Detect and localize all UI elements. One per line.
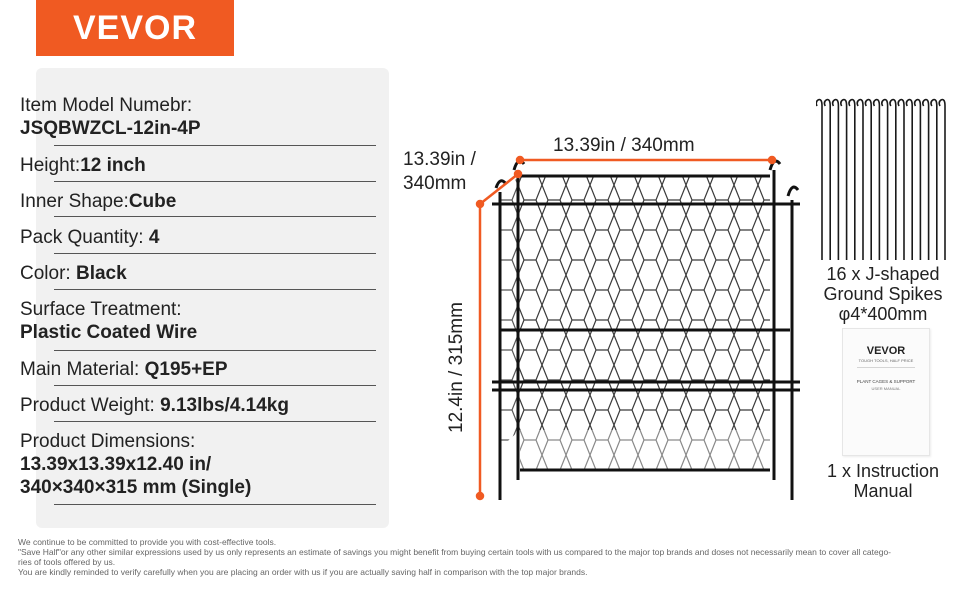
front-mesh [520, 176, 770, 430]
spec-pack [20, 226, 376, 249]
spec-material [20, 358, 376, 381]
spike [816, 100, 822, 260]
footnote-line-3: ries of tools offered by us. [18, 557, 116, 567]
manual-logo: VEVOR [866, 345, 906, 357]
spikes-label-line1: 16 x J-shaped [826, 264, 940, 284]
instruction-manual-image [842, 328, 930, 456]
spike [824, 100, 830, 260]
footnote-line-1: We continue to be committed to provide you with cost-effective tools. [18, 537, 277, 547]
spec-model [20, 94, 376, 140]
bottom-mesh [520, 430, 770, 470]
spike [865, 100, 871, 260]
spike [833, 100, 839, 260]
spike [898, 100, 904, 260]
spec-color-label: Color: [20, 263, 76, 284]
spec-height-value: 12 inch [80, 155, 146, 176]
footnote-line-4: You are kindly reminded to verify carefully when you are placing an order with us if you are actually saving half in comparison with the top major brands. [18, 567, 588, 577]
spike [906, 100, 912, 260]
spec-divider [54, 216, 376, 217]
spec-color [20, 262, 376, 285]
spec-divider [54, 145, 376, 146]
brand-logo-text: VEVOR [72, 8, 198, 47]
spec-divider [54, 385, 376, 386]
spikes-label-line2: Ground Spikes [823, 284, 943, 304]
spike [874, 100, 880, 260]
footnote-line-2: "Save Half"or any other similar expressions used by us only represents an estimate of savings you might benefit from buying certain tools with us compared to the major top brands and doses not necessarily mean to cover all catego- [18, 547, 892, 557]
brand-logo [36, 0, 234, 56]
spec-height [20, 154, 376, 177]
spec-material-value: Q195+EP [144, 359, 228, 380]
manual-subtitle: USER MANUAL [871, 386, 901, 391]
spec-dimensions-value-1: 13.39x13.39x12.40 in/ [20, 454, 212, 475]
spec-dimensions-label: Product Dimensions: [20, 431, 196, 452]
manual-label [808, 461, 958, 501]
spec-pack-value: 4 [148, 227, 160, 248]
spec-divider [54, 421, 376, 422]
spike [857, 100, 863, 260]
spec-pack-label: Pack Quantity: [20, 227, 149, 248]
spec-model-label: Item Model Numebr: [20, 95, 193, 116]
spike [882, 100, 888, 260]
plant-cage-illustration [470, 140, 810, 510]
manual-divider [857, 367, 915, 368]
spec-dimensions [20, 430, 376, 499]
manual-tagline: TOUGH TOOLS, HALF PRICE [858, 358, 914, 363]
spec-dimensions-value-2: 340×340×315 mm (Single) [20, 477, 252, 498]
spec-weight-label: Product Weight: [20, 395, 161, 416]
spec-shape [20, 190, 376, 213]
spec-shape-value: Cube [128, 191, 177, 212]
spec-divider [54, 289, 376, 290]
spikes-label [808, 264, 958, 324]
spikes-label-line3: φ4*400mm [838, 304, 928, 324]
dimension-height-label: 12.4in / 315mm [446, 302, 467, 433]
spike [890, 100, 896, 260]
manual-title: PLANT CAGES & SUPPORT [856, 379, 916, 384]
spec-divider [54, 350, 376, 351]
spec-height-label: Height: [20, 155, 81, 176]
manual-label-line2: Manual [853, 481, 913, 501]
spike [841, 100, 847, 260]
spec-weight [20, 394, 376, 417]
spike [915, 100, 921, 260]
dimension-depth-label-1: 13.39in / [403, 149, 476, 170]
spec-weight-value: 9.13lbs/4.14kg [160, 395, 289, 416]
manual-label-line1: 1 x Instruction [826, 461, 940, 481]
ground-spikes-illustration [816, 96, 956, 266]
spec-model-value: JSQBWZCL-12in-4P [20, 118, 201, 139]
spec-surface [20, 298, 376, 344]
spec-divider [54, 504, 376, 505]
spec-divider [54, 181, 376, 182]
spike [923, 100, 929, 260]
spec-surface-value: Plastic Coated Wire [20, 322, 198, 343]
spike [849, 100, 855, 260]
spike [931, 100, 937, 260]
spec-color-value: Black [75, 263, 127, 284]
spec-material-label: Main Material: [20, 359, 145, 380]
dimension-width-label: 13.39in / 340mm [553, 135, 695, 156]
spec-divider [54, 253, 376, 254]
dimension-depth-label-2: 340mm [403, 173, 467, 194]
spec-shape-label: Inner Shape: [20, 191, 129, 212]
spike [939, 100, 945, 260]
spec-surface-label: Surface Treatment: [20, 299, 182, 320]
